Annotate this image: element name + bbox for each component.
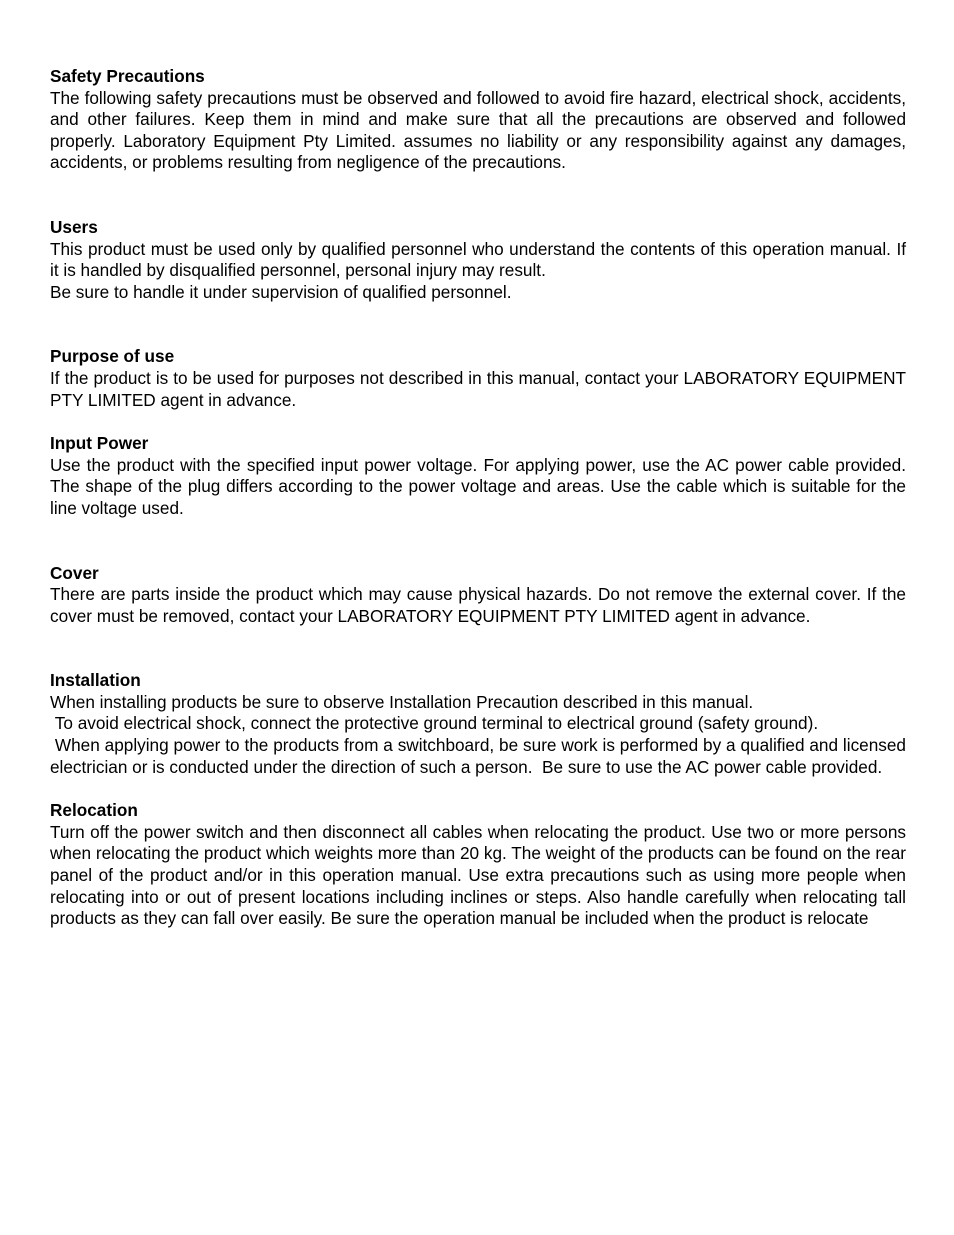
section-heading-installation: Installation bbox=[50, 670, 141, 691]
section-heading-relocation: Relocation bbox=[50, 800, 138, 821]
document-page bbox=[50, 66, 911, 930]
section-input-power bbox=[50, 433, 906, 519]
section-body-cover: There are parts inside the product which may cause physical hazards. Do not remove the external cover. If the cover must be removed, contact your LABORATORY EQUIPMENT PTY LIMITED agent in advance. bbox=[50, 584, 906, 626]
section-body-installation-2: To avoid electrical shock, connect the protective ground terminal to electrical ground (safety ground). bbox=[50, 713, 819, 734]
section-body-installation-3: When applying power to the products from a switchboard, be sure work is performed by a qualified and licensed electrician or is conducted under the direction of such a person. Be sure to use the AC power cable provided. bbox=[50, 735, 911, 777]
spacer bbox=[50, 778, 906, 800]
section-cover bbox=[50, 563, 906, 628]
spacer bbox=[50, 174, 906, 217]
section-relocation bbox=[50, 800, 906, 930]
section-heading-input-power: Input Power bbox=[50, 433, 149, 454]
section-heading-cover: Cover bbox=[50, 562, 99, 583]
section-heading-safety: Safety Precautions bbox=[50, 66, 205, 86]
section-heading-purpose: Purpose of use bbox=[50, 346, 175, 367]
section-body-relocation: Turn off the power switch and then disconnect all cables when relocating the product. Use two or more persons when relocating the product which weights more than 20 kg. The weight of the products can be found on the rear panel of the product and/or in this operation manual. Use extra precautions such as using more people when relocating into or out of present locations including inclines or steps. Also handle carefully when relocating tall products as they can fall over easily. Be sure the operation manual be included when the product is relocate bbox=[50, 821, 906, 929]
spacer bbox=[50, 411, 906, 433]
spacer bbox=[50, 627, 906, 670]
section-safety-precautions bbox=[50, 66, 906, 174]
section-body-safety: The following safety precautions must be observed and followed to avoid fire hazard, electrical shock, accidents, and other failures. Keep them in mind and make sure that all the precautions are observed and followed properly. Laboratory Equipment Pty Limited. assumes no liability or any responsibility against any damages, accidents, or problems resulting from negligence of the precautions. bbox=[50, 87, 906, 173]
section-users bbox=[50, 217, 906, 303]
section-body-purpose: If the product is to be used for purposes not described in this manual, contact your LABORATORY EQUIPMENT PTY LIMITED agent in advance. bbox=[50, 367, 906, 410]
spacer bbox=[50, 520, 906, 563]
section-body-users-2: Be sure to handle it under supervision of qualified personnel. bbox=[50, 281, 512, 302]
section-body-input-power: Use the product with the specified input power voltage. For applying power, use the AC power cable provided. The shape of the plug differs according to the power voltage and areas. Use the cable which is suitable for the line voltage used. bbox=[50, 454, 906, 518]
spacer bbox=[50, 303, 906, 346]
section-purpose-of-use bbox=[50, 346, 906, 411]
section-heading-users: Users bbox=[50, 216, 98, 237]
section-body-users: This product must be used only by qualified personnel who understand the contents of this operation manual. If it is handled by disqualified personnel, personal injury may result. bbox=[50, 238, 906, 281]
section-installation bbox=[50, 670, 911, 778]
section-body-installation-1: When installing products be sure to observe Installation Precaution described in this manual. bbox=[50, 691, 754, 712]
